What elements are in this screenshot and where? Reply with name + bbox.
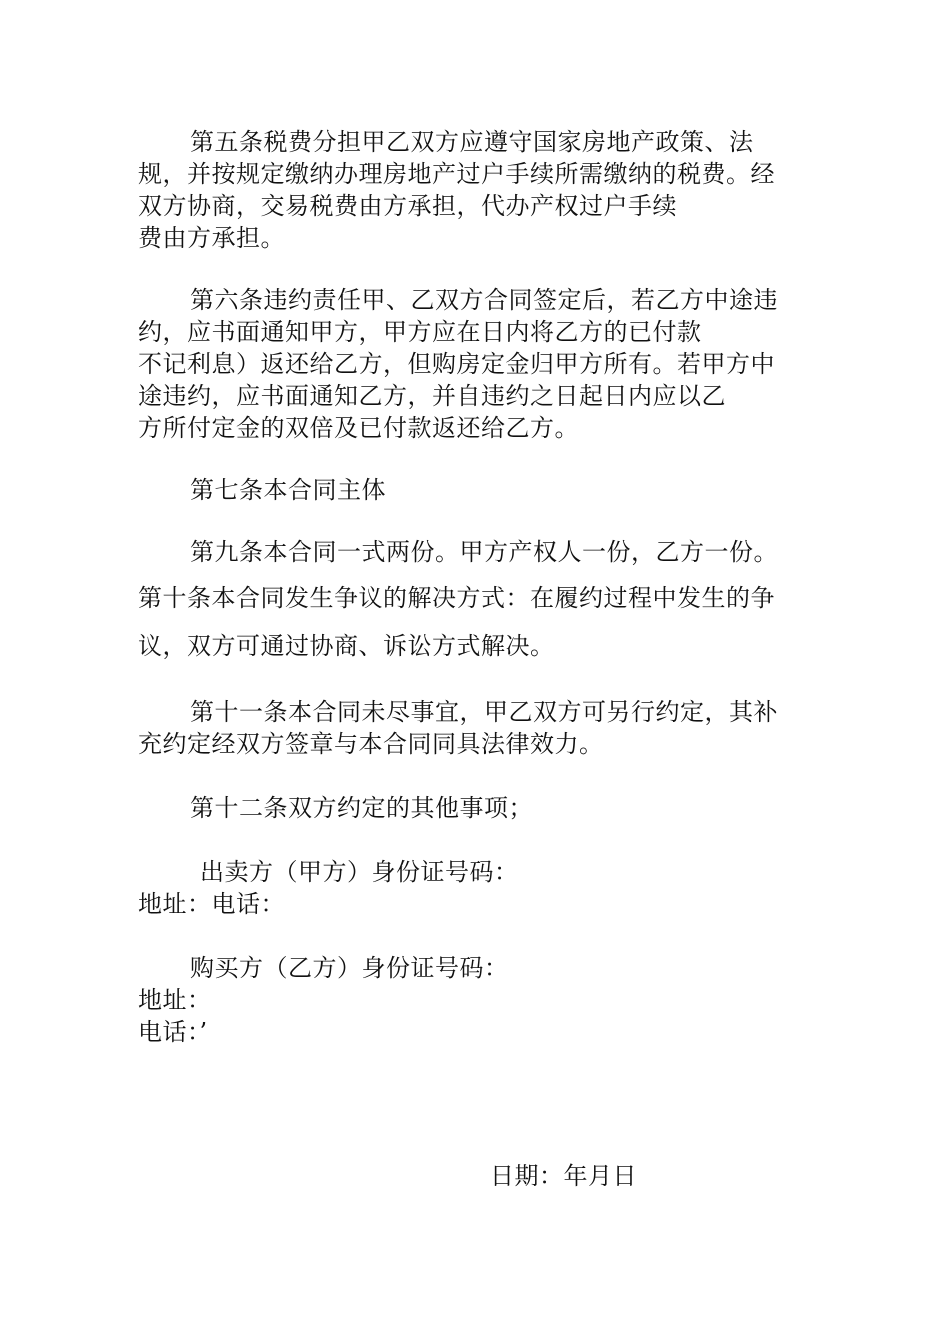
article-5-line-4: 费由方承担。	[138, 224, 285, 252]
seller-id-label: 出卖方（甲方）身份证号码：	[200, 858, 519, 886]
article-5-line-1: 第五条税费分担甲乙双方应遵守国家房地产政策、法	[190, 128, 754, 156]
date-label: 日期：年月日	[490, 1162, 637, 1190]
article-10-line-2: 议，双方可通过协商、诉讼方式解决。	[138, 632, 555, 660]
article-10-line-1: 第十条本合同发生争议的解决方式：在履约过程中发生的争	[138, 584, 775, 612]
article-5-line-2: 规，并按规定缴纳办理房地产过户手续所需缴纳的税费。经	[138, 160, 775, 188]
buyer-phone: 电话：’	[138, 1018, 208, 1046]
seller-address-phone: 地址：电话：	[138, 890, 285, 918]
article-7: 第七条本合同主体	[190, 476, 386, 504]
article-6-line-1: 第六条违约责任甲、乙双方合同签定后，若乙方中途违	[190, 286, 778, 314]
article-5-line-3: 双方协商，交易税费由方承担，代办产权过户手续	[138, 192, 677, 220]
article-11-line-2: 充约定经双方签章与本合同同具法律效力。	[138, 730, 604, 758]
article-6-line-5: 方所付定金的双倍及已付款返还给乙方。	[138, 414, 579, 442]
article-9: 第九条本合同一式两份。甲方产权人一份，乙方一份。	[190, 538, 778, 566]
buyer-address: 地址：	[138, 986, 212, 1014]
buyer-id-label: 购买方（乙方）身份证号码：	[190, 954, 509, 982]
article-6-line-2: 约，应书面通知甲方，甲方应在日内将乙方的已付款	[138, 318, 702, 346]
article-6-line-4: 途违约，应书面通知乙方，并自违约之日起日内应以乙	[138, 382, 726, 410]
article-6-line-3: 不记利息）返还给乙方，但购房定金归甲方所有。若甲方中	[138, 350, 775, 378]
article-12: 第十二条双方约定的其他事项；	[190, 794, 533, 822]
article-11-line-1: 第十一条本合同未尽事宜，甲乙双方可另行约定，其补	[190, 698, 778, 726]
